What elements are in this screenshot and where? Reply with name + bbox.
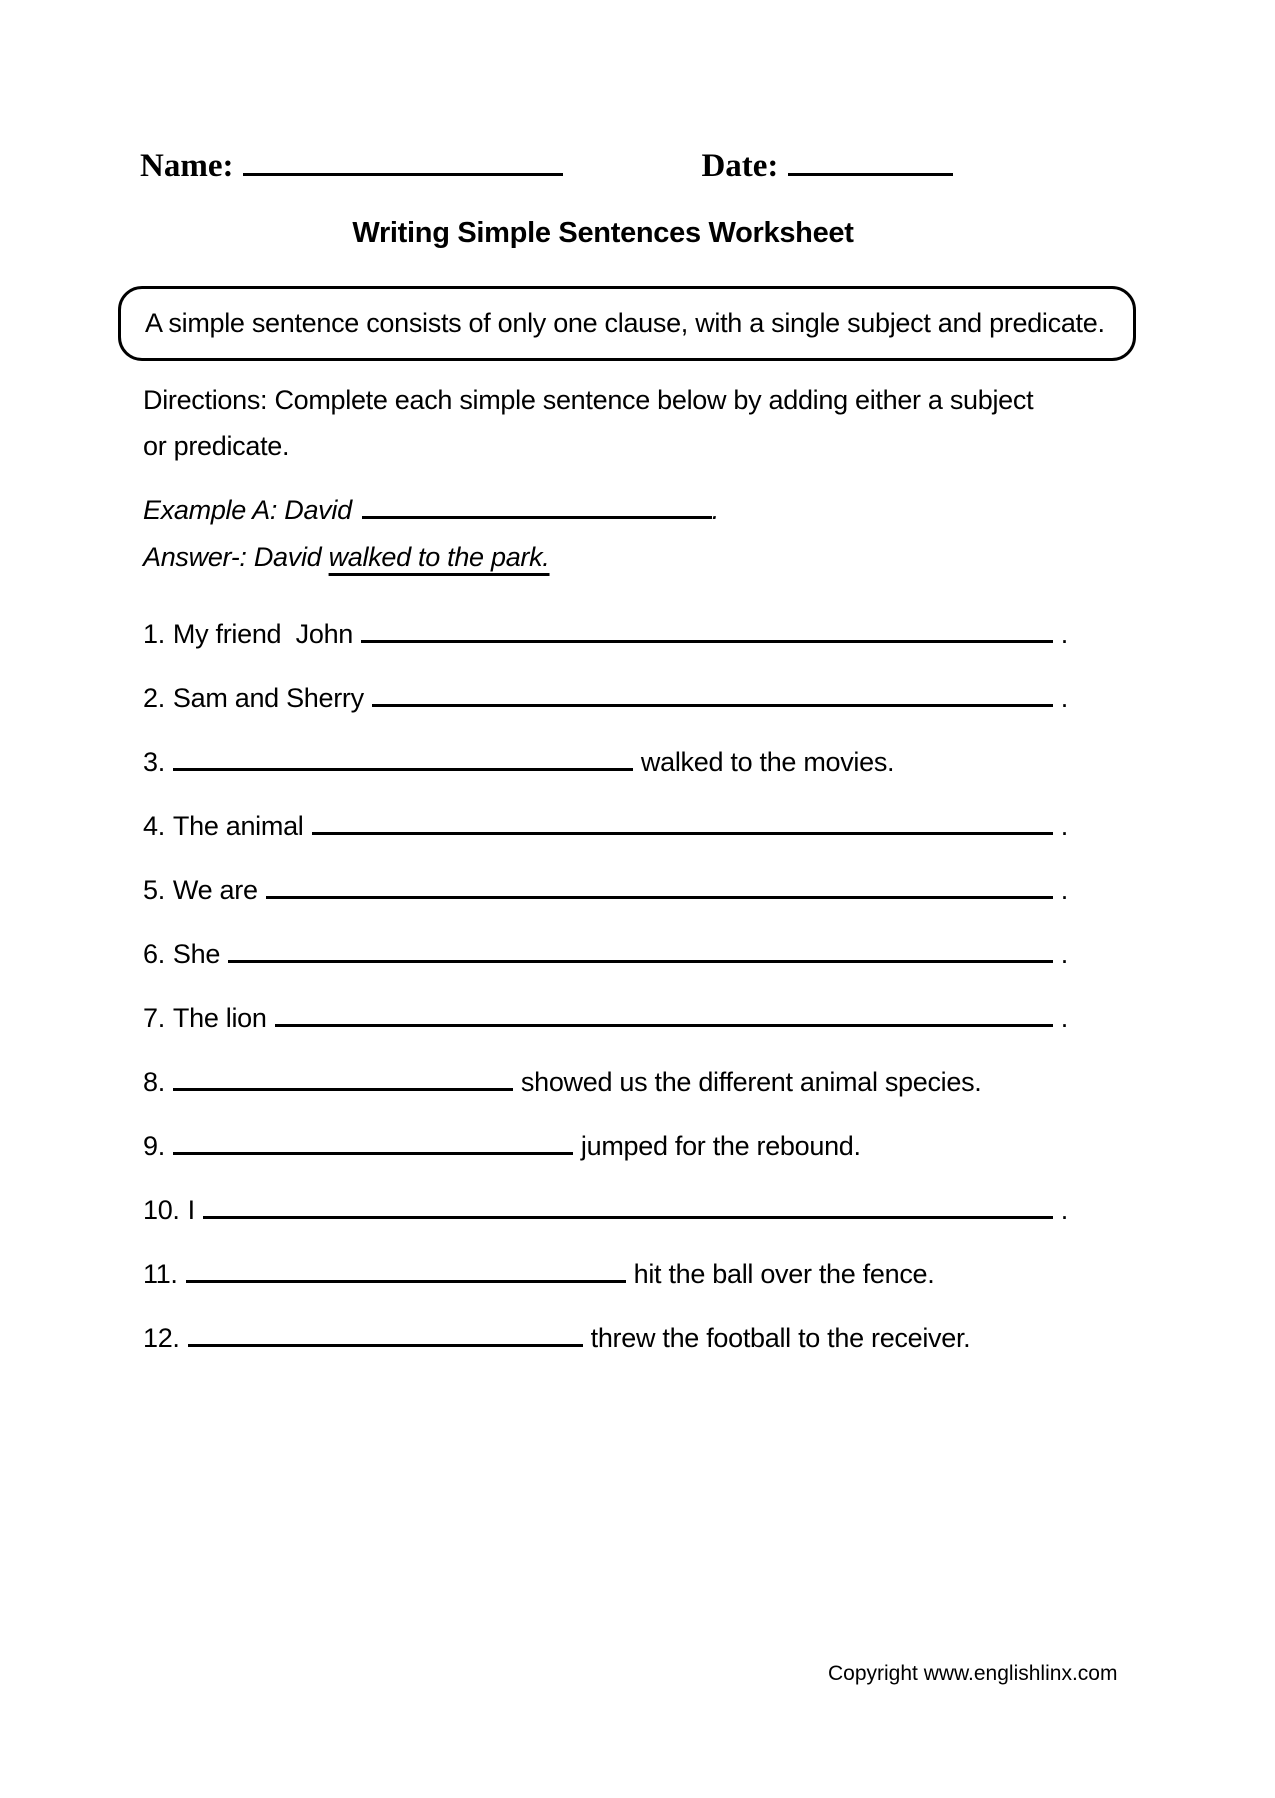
item-number: 2. — [143, 683, 165, 713]
fill-in-blank — [266, 896, 1053, 899]
item-row-6 — [143, 937, 1068, 971]
definition-text: A simple sentence consists of only one clause, with a single subject and predicate. — [145, 308, 1105, 338]
item-number: 1. — [143, 619, 165, 649]
item-number: 4. — [143, 811, 165, 841]
fill-in-blank — [173, 1152, 573, 1155]
item-text-before: The animal — [172, 811, 304, 841]
fill-in-blank — [186, 1280, 626, 1283]
fill-in-blank — [173, 1088, 513, 1091]
fill-in-blank — [173, 768, 633, 771]
fill-in-blank — [312, 832, 1053, 835]
item-row-10 — [143, 1193, 1068, 1227]
item-text-before: I — [187, 1195, 195, 1225]
item-number: 12. — [143, 1323, 180, 1353]
item-text-after: . — [1060, 619, 1068, 649]
example-blank-line — [362, 516, 712, 519]
item-text-before: My friend John — [172, 619, 354, 649]
fill-in-blank — [188, 1344, 583, 1347]
item-number: 6. — [143, 939, 165, 969]
item-text-before: Sam and Sherry — [172, 683, 364, 713]
name-label: Name: — [140, 148, 234, 184]
item-row-7 — [143, 1001, 1068, 1035]
answer-line — [143, 542, 1063, 573]
date-label: Date: — [701, 148, 779, 184]
name-date-row — [140, 148, 1275, 185]
item-text-after: . — [1060, 683, 1068, 713]
answer-prefix: Answer-: David — [143, 542, 329, 572]
item-text-after: . — [1060, 1003, 1068, 1033]
item-text-after: . — [1060, 939, 1068, 969]
item-row-4 — [143, 809, 1068, 843]
example-line — [143, 495, 1063, 526]
fill-in-blank — [372, 704, 1053, 707]
item-row-1 — [143, 617, 1068, 651]
fill-in-blank — [361, 640, 1053, 643]
item-text-before: We are — [172, 875, 258, 905]
fill-in-blank — [228, 960, 1053, 963]
fill-in-blank — [203, 1216, 1053, 1219]
item-text-after: walked to the movies. — [640, 747, 895, 777]
item-text-after: showed us the different animal species. — [520, 1067, 982, 1097]
worksheet-page — [0, 148, 1275, 1798]
item-text-after: . — [1060, 875, 1068, 905]
item-number: 10. — [143, 1195, 180, 1225]
page-title: Writing Simple Sentences Worksheet — [352, 217, 854, 249]
item-number: 7. — [143, 1003, 165, 1033]
sentence-items — [143, 617, 1068, 1355]
item-row-9 — [143, 1129, 1068, 1163]
item-row-3 — [143, 745, 1068, 779]
date-blank-line — [788, 173, 953, 176]
item-text-after: jumped for the rebound. — [580, 1131, 861, 1161]
item-row-5 — [143, 873, 1068, 907]
definition-box — [118, 286, 1136, 361]
item-text-before: She — [172, 939, 221, 969]
item-number: 3. — [143, 747, 165, 777]
item-text-before: The lion — [172, 1003, 267, 1033]
copyright-text: Copyright www.englishlinx.com — [828, 1662, 1118, 1685]
item-row-11 — [143, 1257, 1068, 1291]
item-row-8 — [143, 1065, 1068, 1099]
item-number: 5. — [143, 875, 165, 905]
item-text-after: . — [1060, 1195, 1068, 1225]
fill-in-blank — [275, 1024, 1053, 1027]
item-text-after: . — [1060, 811, 1068, 841]
item-row-12 — [143, 1321, 1068, 1355]
item-text-after: hit the ball over the fence. — [633, 1259, 935, 1289]
item-number: 11. — [143, 1259, 178, 1289]
item-number: 8. — [143, 1067, 165, 1097]
example-prompt: Example A: David — [143, 495, 352, 525]
item-number: 9. — [143, 1131, 165, 1161]
item-row-2 — [143, 681, 1068, 715]
date-group — [701, 148, 953, 185]
answer-underlined-text: walked to the park. — [328, 542, 550, 572]
example-suffix: . — [711, 495, 719, 525]
item-text-after: threw the football to the receiver. — [590, 1323, 971, 1353]
name-blank-line — [243, 173, 563, 176]
directions-text: Directions: Complete each simple sentence below by adding either a subject or predicate. — [143, 385, 1034, 461]
